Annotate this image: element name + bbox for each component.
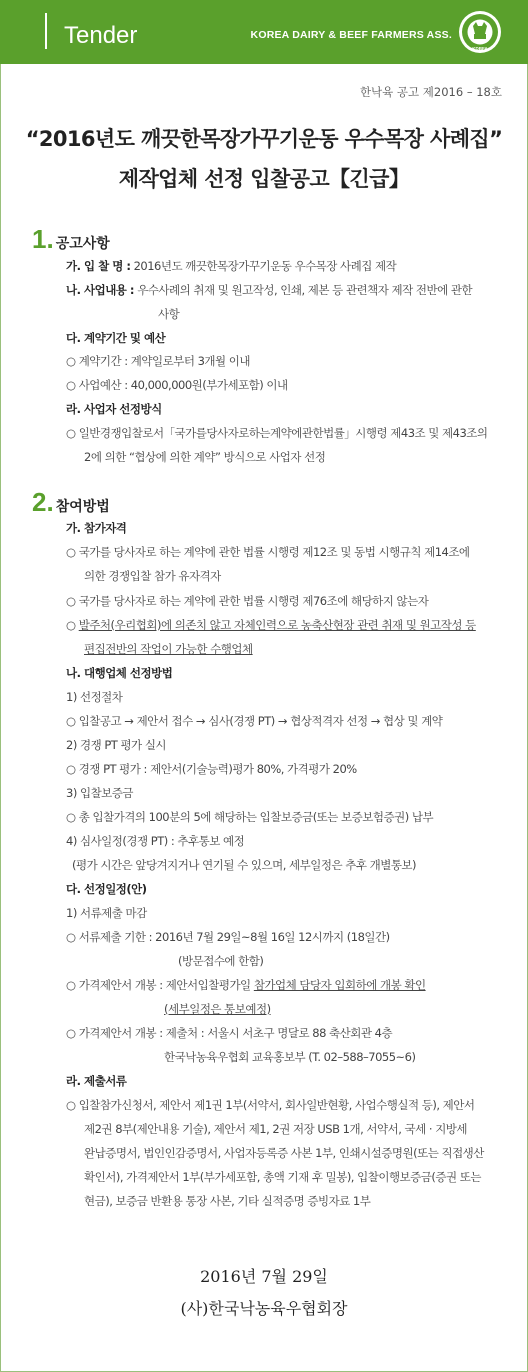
budget-item: ○ 사업예산 : 40,000,000원(부가세포함) 이내 [66,378,288,392]
business-scope-label: 나. 사업내용 : [66,283,135,297]
document-deadline-item: ○ 서류제출 기한 : 2016년 7월 29일~8월 16일 12시까지 (18일간) [66,930,390,944]
section-2-number: 2. [32,487,54,517]
price-proposal-opening-text: ○ 가격제안서 개봉 : 제안서입찰평가일 [66,978,254,992]
header-title: Tender [64,22,138,49]
section-1-title: 공고사항 [55,236,110,252]
eligibility-heading: 가. 참가자격 [66,521,127,535]
association-name: KOREA DAIRY & BEEF FARMERS ASS. [250,29,452,41]
business-scope-row [66,282,472,298]
notice-number: 한낙육 공고 제2016 – 18호 [359,85,502,99]
selection-method-heading: 라. 사업자 선정방식 [66,402,162,416]
eligibility-item-3-line-2: 편집전반의 작업이 가능한 수행업체 [84,642,253,656]
price-proposal-opening-note: (세부일정은 통보예정) [164,1002,271,1016]
agency-selection-heading: 나. 대행업체 선정방법 [66,666,173,680]
section-2-title: 참여방법 [55,499,110,515]
section-2-heading [32,487,110,518]
review-schedule-label: 4) 심사일정(경쟁 PT) : 추후통보 예정 [66,834,245,848]
eligibility-item-2: ○ 국가를 당사자로 하는 계약에 관한 법률 시행령 제76조에 해당하지 않는자 [66,594,429,608]
required-documents-line-4: 확인서), 가격제안서 1부(부가세포함, 총액 기재 후 밀봉), 입찰이행보증금(증권 또는 [84,1170,481,1184]
pt-evaluation-item: ○ 경쟁 PT 평가 : 제안서(기술능력)평가 80%, 가격평가 20% [66,762,357,776]
document-deadline-note: (방문접수에 한함) [178,954,264,968]
section-1-number: 1. [32,224,54,254]
required-documents-heading: 라. 제출서류 [66,1074,127,1088]
header-bar [0,0,528,64]
page-title-line-1: “2016년도 깨끗한목장가꾸기운동 우수목장 사례집” [25,127,503,151]
section-1-heading [32,224,110,255]
eligibility-item-1-line-2: 의한 경쟁입찰 참가 유자격자 [84,569,221,583]
eligibility-item-1-line-1: ○ 국가를 당사자로 하는 계약에 관한 법률 시행령 제12조 및 동법 시행규칙 제14조에 [66,545,470,559]
price-proposal-opening-item [66,977,426,993]
selection-method-line-2: 2에 의한 “협상에 의한 계약” 방식으로 사업자 선정 [84,450,326,464]
header-divider [45,13,47,49]
svg-text:KDBFA: KDBFA [472,46,488,51]
tender-name-value: 2016년도 깨끗한목장가꾸기운동 우수목장 사례집 제작 [133,259,397,273]
document-deadline-label: 1) 서류제출 마감 [66,906,147,920]
contract-period-budget-heading: 다. 계약기간 및 예산 [66,331,166,345]
bid-bond-label: 3) 입찰보증금 [66,786,134,800]
selection-method-line-1: ○ 일반경쟁입찰로서「국가를당사자로하는계약에관한법률」시행령 제43조 및 제43조의 [66,426,488,440]
submission-place-line-2: 한국낙농육우협회 교육홍보부 (T. 02–588–7055~6) [164,1050,416,1064]
required-documents-line-3: 완납증명서, 법인인감증명서, 사업자등록증 사본 1부, 인쇄시설증명원(또는 직접생산 [84,1146,484,1160]
bid-bond-item: ○ 총 입찰가격의 100분의 5에 해당하는 입찰보증금(또는 보증보험증권) 납부 [66,810,434,824]
notice-date: 2016년 7월 29일 [200,1267,328,1286]
business-scope-value: 우수사례의 취재 및 원고작성, 인쇄, 제본 등 관련책자 제작 전반에 관한 [137,283,473,297]
tender-name-label: 가. 입 찰 명 : [66,259,131,273]
korea-dairy-beef-association-seal-icon [458,10,502,54]
required-documents-line-1: ○ 입찰참가신청서, 제안서 제1권 1부(서약서, 회사일반현황, 사업수행실적 등), 제안서 [66,1098,475,1112]
review-schedule-note: (평가 시간은 앞당겨지거나 연기될 수 있으며, 세부일정은 추후 개별통보) [72,858,417,872]
required-documents-line-5: 현금), 보증금 반환용 통장 사본, 기타 실적증명 증빙자료 1부 [84,1194,371,1208]
tender-name-row [66,258,396,274]
business-scope-value-line-2: 사항 [158,307,180,321]
bullet-circle: ○ [66,618,79,632]
pt-evaluation-label: 2) 경쟁 PT 평가 실시 [66,738,167,752]
contract-period-item: ○ 계약기간 : 계약일로부터 3개월 이내 [66,354,251,368]
selection-procedure-label: 1) 선정절차 [66,690,123,704]
price-proposal-opening-underlined: 참가업체 담당자 입회하에 개봉 확인 [253,978,426,992]
schedule-heading: 다. 선정일정(안) [66,882,147,896]
eligibility-item-3-line-1 [66,617,476,633]
page-title-line-2: 제작업체 선정 입찰공고【긴급】 [118,167,410,191]
selection-procedure-item: ○ 입찰공고 → 제안서 접수 → 심사(경쟁 PT) → 협상적격자 선정 → 협상 및 계약 [66,714,443,728]
eligibility-item-3-text: 발주처(우리협회)에 의존치 않고 자체인력으로 농축산현장 관련 취재 및 원고작성 등 [78,618,476,632]
submission-place-line-1: ○ 가격제안서 개봉 : 제출처 : 서울시 서초구 명달로 88 축산회관 4층 [66,1026,393,1040]
required-documents-line-2: 제2권 8부(제안내용 기술), 제안서 제1, 2권 저장 USB 1개, 서약서, 국세 · 지방세 [84,1122,468,1136]
issuer-signature: (사)한국낙농육우협회장 [180,1299,348,1318]
